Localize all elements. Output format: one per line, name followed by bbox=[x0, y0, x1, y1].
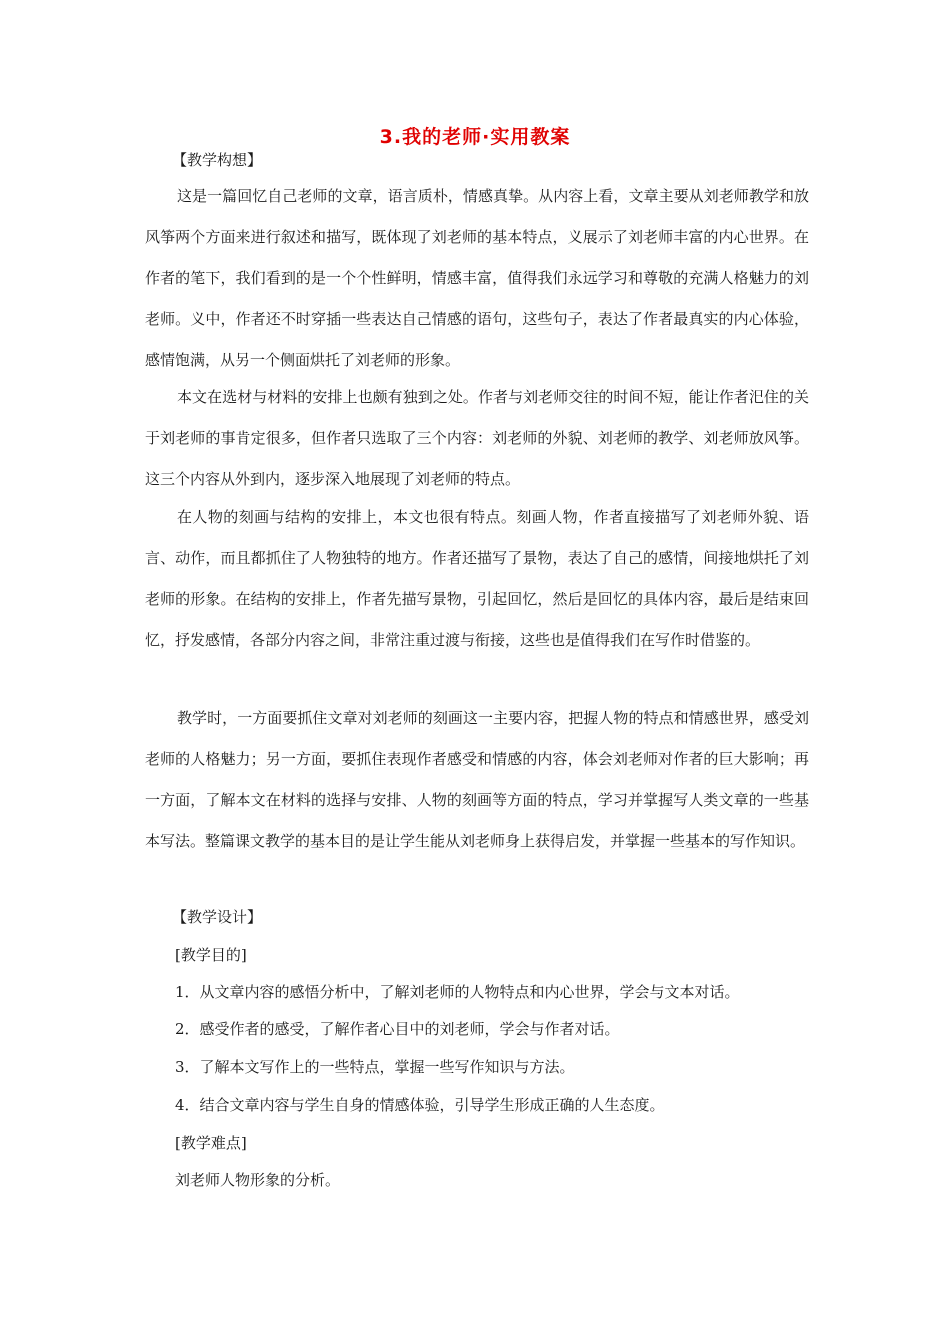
difficulty-heading: [教学难点] bbox=[175, 1134, 247, 1152]
paragraph-2: 本文在选材与材料的安排上也颇有独到之处。作者与刘老师交往的时间不短，能让作者汜住的关于刘老师的事肯定很多，但作者只选取了三个内容：刘老师的外貌、刘老师的教学、刘老师放风筝。这三个内容从外到内，逐步深入地展现了刘老师的特点。 bbox=[145, 388, 809, 488]
objectives-heading: [教学目的] bbox=[175, 946, 247, 964]
difficulty-text: 刘老师人物形象的分析。 bbox=[175, 1171, 341, 1189]
objective-item-2: 2．感受作者的感受，了解作者心目中的刘老师，学会与作者对话。 bbox=[175, 1020, 620, 1038]
paragraph-1: 这是一篇回忆自己老师的文章，语言质朴，情感真挚。从内容上看，文章主要从刘老师教学和放风筝两个方面来进行叙述和描写，既体现了刘老师的基本特点，义展示了刘老师丰富的内心世界。在作者的笔下，我们看到的是一个个性鲜明，情感丰富，值得我们永远学习和尊敬的充满人格魅力的刘老师。义中，作者还不时穿插一些表达自己情感的语句，这些句子，表达了作者最真实的内心体验，感情饱满，从另一个侧面烘托了刘老师的形象。 bbox=[145, 187, 809, 369]
objective-item-1: 1．从文章内容的感悟分析中，了解刘老师的人物特点和内心世界，学会与文本对话。 bbox=[175, 983, 740, 1001]
document-title: 3.我的老师·实用教案 bbox=[379, 126, 571, 148]
section-heading-teaching-concept: 【教学构想】 bbox=[172, 151, 263, 169]
paragraph-4: 教学时，一方面要抓住文章对刘老师的刻画这一主要内容，把握人物的特点和情感世界，感受刘老师的人格魅力；另一方面，要抓住表现作者感受和情感的内容，体会刘老师对作者的巨大影响；再一方面，了解本文在材料的选择与安排、人物的刻画等方面的特点，学习并掌握写人类文章的一些基本写法。整篇课文教学的基本目的是让学生能从刘老师身上获得启发，并掌握一些基本的写作知识。 bbox=[145, 709, 809, 850]
objective-item-4: 4．结合文章内容与学生自身的情感体验，引导学生形成正确的人生态度。 bbox=[175, 1096, 665, 1114]
section-heading-teaching-design: 【教学设计】 bbox=[172, 908, 263, 926]
objective-item-3: 3．了解本文写作上的一些特点，掌握一些写作知识与方法。 bbox=[175, 1058, 575, 1076]
paragraph-3: 在人物的刻画与结构的安排上，本文也很有特点。刻画人物，作者直接描写了刘老师外貌、语言、动作，而且都抓住了人物独特的地方。作者还描写了景物，表达了自己的感情，间接地烘托了刘老师的形象。在结构的安排上，作者先描写景物，引起回忆，然后是回忆的具体内容，最后是结束回忆，抒发感情，各部分内容之间，非常注重过渡与衔接，这些也是值得我们在写作时借鉴的。 bbox=[145, 508, 809, 649]
